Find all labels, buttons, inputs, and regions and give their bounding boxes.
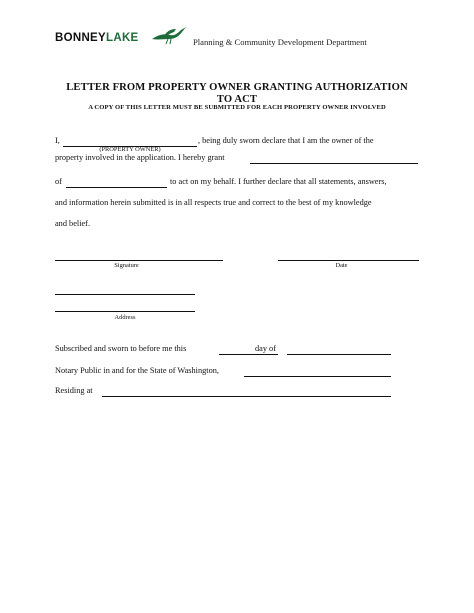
notary-public-text: Notary Public in and for the State of Washington,	[55, 366, 219, 375]
notary-day-field[interactable]	[219, 354, 278, 355]
logo-word-lake: LAKE	[106, 32, 139, 44]
date-field[interactable]	[278, 260, 419, 261]
document-title: LETTER FROM PROPERTY OWNER GRANTING AUTHORIZATION	[66, 82, 408, 93]
subscribed-sworn-text: Subscribed and sworn to before me this	[55, 344, 187, 353]
residing-at-text: Residing at	[55, 386, 93, 395]
address-field-line1[interactable]	[55, 294, 195, 295]
residing-at-field[interactable]	[102, 396, 391, 397]
truth-statement-text: and information herein submitted is in all respects true and correct to the best of my knowledge	[55, 198, 372, 207]
property-owner-caption: (PROPERTY OWNER)	[99, 146, 161, 153]
signature-field[interactable]	[55, 260, 223, 261]
of-label: of	[55, 177, 62, 186]
belief-text: and belief.	[55, 219, 91, 228]
address-caption: Address	[114, 314, 136, 321]
department-name: Planning & Community Development Department	[193, 37, 367, 47]
heron-icon	[150, 26, 188, 46]
address-field-line2[interactable]	[55, 311, 195, 312]
signature-caption: Signature	[114, 262, 139, 269]
sworn-declaration-text: , being duly sworn declare that I am the owner of the	[198, 136, 374, 145]
grant-text: property involved in the application. I hereby grant	[55, 153, 225, 162]
day-of-text: day of	[255, 344, 276, 353]
document-subtitle: A COPY OF THIS LETTER MUST BE SUBMITTED FOR EACH PROPERTY OWNER INVOLVED	[88, 104, 386, 111]
owner-intro-label: I,	[55, 136, 60, 145]
city-logo	[55, 29, 190, 47]
act-on-behalf-text: to act on my behalf. I further declare that all statements, answers,	[170, 177, 387, 186]
grantee-field[interactable]	[250, 163, 418, 164]
document-title-line2: TO ACT	[216, 94, 258, 105]
date-caption: Date	[335, 262, 348, 269]
logo-wordmark	[55, 32, 139, 44]
logo-word-bonney: BONNEY	[55, 32, 107, 44]
notary-month-field[interactable]	[287, 354, 391, 355]
notary-name-field[interactable]	[244, 376, 391, 377]
agent-of-field[interactable]	[66, 187, 167, 188]
